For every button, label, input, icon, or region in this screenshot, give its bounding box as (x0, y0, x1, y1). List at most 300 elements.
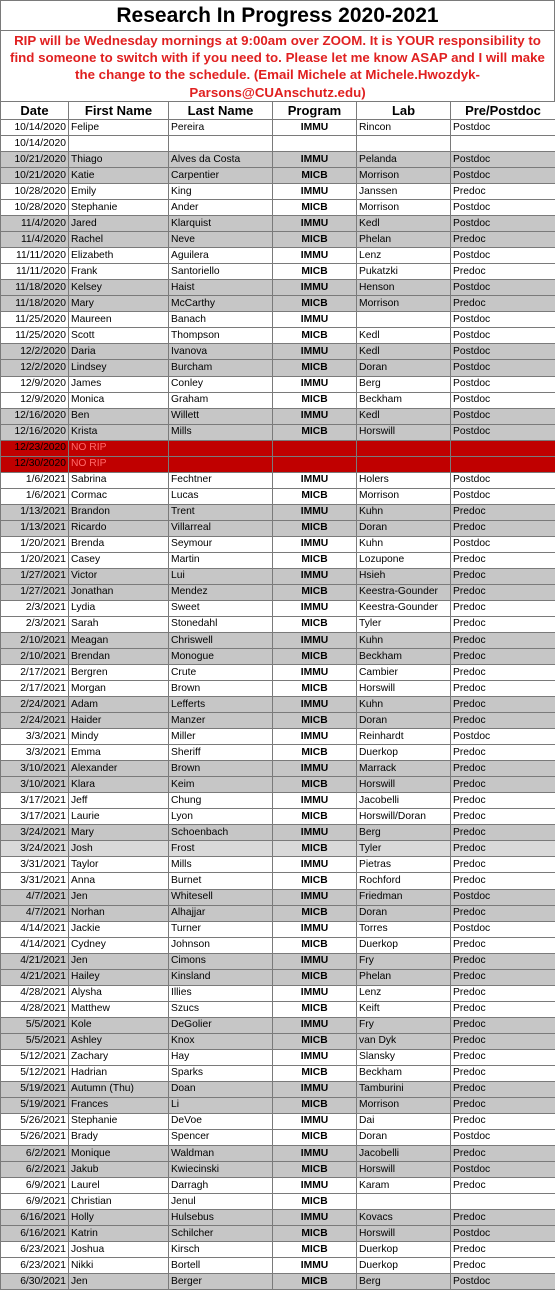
cell-pre-postdoc: Predoc (451, 809, 555, 825)
cell-pre-postdoc: Postdoc (451, 120, 555, 136)
cell-lab: Lenz (357, 985, 451, 1001)
cell-date: 2/17/2021 (1, 665, 69, 681)
cell-first-name: Sarah (69, 616, 169, 632)
cell-first-name: Monica (69, 392, 169, 408)
table-row (1, 745, 555, 761)
cell-lab: Slansky (357, 1049, 451, 1065)
cell-lab: Cambier (357, 665, 451, 681)
cell-last-name: Santoriello (169, 264, 273, 280)
cell-date: 11/11/2020 (1, 248, 69, 264)
table-row (1, 921, 555, 937)
cell-last-name: DeVoe (169, 1113, 273, 1129)
table-row (1, 584, 555, 600)
cell-lab: Pietras (357, 857, 451, 873)
cell-last-name (169, 456, 273, 472)
cell-last-name: Klarquist (169, 216, 273, 232)
cell-last-name: Hay (169, 1049, 273, 1065)
cell-last-name: Chung (169, 793, 273, 809)
cell-first-name: Elizabeth (69, 248, 169, 264)
cell-date: 5/5/2021 (1, 1033, 69, 1049)
cell-program: IMMU (273, 1210, 357, 1226)
cell-pre-postdoc: Predoc (451, 1033, 555, 1049)
cell-first-name: Emily (69, 184, 169, 200)
cell-last-name: Conley (169, 376, 273, 392)
table-row (1, 216, 555, 232)
cell-pre-postdoc: Predoc (451, 665, 555, 681)
cell-lab: Hsieh (357, 568, 451, 584)
cell-lab: Horswill/Doran (357, 809, 451, 825)
page-title: Research In Progress 2020-2021 (0, 0, 555, 30)
table-row (1, 232, 555, 248)
table-row (1, 1065, 555, 1081)
table-row (1, 1194, 555, 1210)
cell-last-name: Alhajjar (169, 905, 273, 921)
cell-pre-postdoc: Predoc (451, 1081, 555, 1097)
cell-date: 6/30/2021 (1, 1274, 69, 1290)
cell-last-name: Willett (169, 408, 273, 424)
cell-program: MICB (273, 1274, 357, 1290)
table-row (1, 969, 555, 985)
cell-first-name: Rachel (69, 232, 169, 248)
cell-program: MICB (273, 649, 357, 665)
cell-date: 11/11/2020 (1, 264, 69, 280)
cell-program: MICB (273, 520, 357, 536)
cell-program: IMMU (273, 280, 357, 296)
cell-program: MICB (273, 328, 357, 344)
cell-lab: Lozupone (357, 552, 451, 568)
table-row (1, 152, 555, 168)
cell-program: MICB (273, 1001, 357, 1017)
cell-first-name: Jared (69, 216, 169, 232)
cell-date: 4/7/2021 (1, 889, 69, 905)
cell-pre-postdoc: Predoc (451, 600, 555, 616)
table-row (1, 472, 555, 488)
cell-last-name: Mendez (169, 584, 273, 600)
cell-first-name: Holly (69, 1210, 169, 1226)
cell-last-name: Lui (169, 568, 273, 584)
cell-pre-postdoc: Predoc (451, 232, 555, 248)
cell-date: 5/12/2021 (1, 1049, 69, 1065)
cell-first-name: Katie (69, 168, 169, 184)
cell-date: 6/2/2021 (1, 1146, 69, 1162)
cell-first-name: Ricardo (69, 520, 169, 536)
cell-last-name: Schilcher (169, 1226, 273, 1242)
cell-pre-postdoc: Predoc (451, 697, 555, 713)
cell-first-name: Kole (69, 1017, 169, 1033)
cell-last-name: Sheriff (169, 745, 273, 761)
cell-date: 12/2/2020 (1, 344, 69, 360)
cell-lab: Doran (357, 360, 451, 376)
cell-first-name: Jakub (69, 1162, 169, 1178)
cell-last-name: Illies (169, 985, 273, 1001)
cell-program: MICB (273, 1033, 357, 1049)
table-row (1, 488, 555, 504)
cell-date: 2/24/2021 (1, 713, 69, 729)
cell-lab: Morrison (357, 296, 451, 312)
cell-pre-postdoc: Postdoc (451, 248, 555, 264)
cell-program: IMMU (273, 1081, 357, 1097)
cell-last-name (169, 440, 273, 456)
cell-last-name: McCarthy (169, 296, 273, 312)
cell-date: 10/14/2020 (1, 136, 69, 152)
cell-last-name: Carpentier (169, 168, 273, 184)
cell-date: 4/21/2021 (1, 969, 69, 985)
table-row (1, 392, 555, 408)
cell-last-name: Berger (169, 1274, 273, 1290)
table-row (1, 1017, 555, 1033)
cell-lab: Tamburini (357, 1081, 451, 1097)
table-row (1, 681, 555, 697)
cell-date: 4/7/2021 (1, 905, 69, 921)
cell-first-name: Christian (69, 1194, 169, 1210)
table-row (1, 280, 555, 296)
cell-last-name: Stonedahl (169, 616, 273, 632)
cell-lab: Beckham (357, 1065, 451, 1081)
cell-program: MICB (273, 1226, 357, 1242)
cell-first-name: Mary (69, 825, 169, 841)
cell-first-name: Lydia (69, 600, 169, 616)
cell-date: 12/23/2020 (1, 440, 69, 456)
table-row (1, 649, 555, 665)
cell-program: MICB (273, 392, 357, 408)
cell-pre-postdoc: Predoc (451, 1210, 555, 1226)
cell-date: 12/9/2020 (1, 376, 69, 392)
cell-date: 11/25/2020 (1, 328, 69, 344)
table-row (1, 568, 555, 584)
cell-first-name: Anna (69, 873, 169, 889)
cell-first-name: Josh (69, 841, 169, 857)
table-row (1, 793, 555, 809)
cell-program: MICB (273, 713, 357, 729)
cell-date: 4/28/2021 (1, 985, 69, 1001)
cell-first-name: Nikki (69, 1258, 169, 1274)
table-row (1, 1001, 555, 1017)
cell-last-name: Manzer (169, 713, 273, 729)
cell-pre-postdoc: Predoc (451, 1017, 555, 1033)
header-program: Program (273, 102, 357, 120)
cell-program: MICB (273, 1162, 357, 1178)
table-header-row (1, 102, 555, 120)
table-row (1, 953, 555, 969)
cell-pre-postdoc: Predoc (451, 520, 555, 536)
cell-date: 3/17/2021 (1, 793, 69, 809)
cell-program: MICB (273, 296, 357, 312)
table-body (1, 120, 555, 1290)
cell-first-name: NO RIP (69, 456, 169, 472)
table-row (1, 857, 555, 873)
table-row (1, 264, 555, 280)
cell-last-name: Lucas (169, 488, 273, 504)
cell-last-name: Szucs (169, 1001, 273, 1017)
cell-first-name: Adam (69, 697, 169, 713)
cell-pre-postdoc (451, 456, 555, 472)
cell-last-name: Alves da Costa (169, 152, 273, 168)
cell-lab: Reinhardt (357, 729, 451, 745)
cell-date: 10/21/2020 (1, 168, 69, 184)
cell-program: IMMU (273, 697, 357, 713)
cell-last-name: Darragh (169, 1178, 273, 1194)
cell-last-name: Trent (169, 504, 273, 520)
cell-first-name: Alexander (69, 761, 169, 777)
cell-program: MICB (273, 1097, 357, 1113)
cell-first-name: Monique (69, 1146, 169, 1162)
cell-lab (357, 456, 451, 472)
cell-program: IMMU (273, 120, 357, 136)
table-row (1, 312, 555, 328)
cell-date: 6/23/2021 (1, 1258, 69, 1274)
cell-first-name: Scott (69, 328, 169, 344)
cell-last-name: Monogue (169, 649, 273, 665)
table-row (1, 665, 555, 681)
cell-first-name: Jen (69, 1274, 169, 1290)
cell-pre-postdoc: Predoc (451, 1097, 555, 1113)
cell-date: 6/2/2021 (1, 1162, 69, 1178)
cell-pre-postdoc: Predoc (451, 777, 555, 793)
table-row (1, 1033, 555, 1049)
cell-lab: Beckham (357, 649, 451, 665)
table-row (1, 408, 555, 424)
cell-last-name: Brown (169, 761, 273, 777)
cell-pre-postdoc: Postdoc (451, 1162, 555, 1178)
cell-program: IMMU (273, 504, 357, 520)
cell-program: MICB (273, 681, 357, 697)
cell-program (273, 136, 357, 152)
cell-lab: van Dyk (357, 1033, 451, 1049)
cell-lab: Pukatzki (357, 264, 451, 280)
cell-date: 3/24/2021 (1, 841, 69, 857)
table-row (1, 889, 555, 905)
cell-first-name: Jonathan (69, 584, 169, 600)
cell-first-name: Jeff (69, 793, 169, 809)
cell-last-name: Neve (169, 232, 273, 248)
cell-last-name: Bortell (169, 1258, 273, 1274)
cell-first-name (69, 136, 169, 152)
cell-program: IMMU (273, 825, 357, 841)
cell-first-name: Daria (69, 344, 169, 360)
cell-lab: Henson (357, 280, 451, 296)
cell-date: 6/16/2021 (1, 1210, 69, 1226)
cell-lab: Duerkop (357, 937, 451, 953)
cell-date: 4/14/2021 (1, 921, 69, 937)
cell-lab: Berg (357, 825, 451, 841)
cell-pre-postdoc: Predoc (451, 1178, 555, 1194)
cell-lab: Keift (357, 1001, 451, 1017)
cell-first-name: Ashley (69, 1033, 169, 1049)
cell-date: 6/23/2021 (1, 1242, 69, 1258)
cell-first-name: Brandon (69, 504, 169, 520)
cell-last-name: Ivanova (169, 344, 273, 360)
cell-date: 3/10/2021 (1, 777, 69, 793)
table-row (1, 1081, 555, 1097)
table-row (1, 1226, 555, 1242)
table-row (1, 328, 555, 344)
cell-pre-postdoc: Postdoc (451, 1129, 555, 1145)
cell-program: IMMU (273, 1178, 357, 1194)
cell-first-name: Kelsey (69, 280, 169, 296)
cell-date: 4/28/2021 (1, 1001, 69, 1017)
table-row (1, 633, 555, 649)
cell-lab: Fry (357, 953, 451, 969)
cell-pre-postdoc: Predoc (451, 1113, 555, 1129)
cell-first-name: Jen (69, 953, 169, 969)
table-row (1, 440, 555, 456)
header-pre-postdoc: Pre/Postdoc (451, 102, 555, 120)
cell-pre-postdoc: Predoc (451, 1146, 555, 1162)
cell-pre-postdoc: Postdoc (451, 312, 555, 328)
cell-pre-postdoc: Predoc (451, 713, 555, 729)
cell-pre-postdoc: Postdoc (451, 392, 555, 408)
cell-lab: Doran (357, 713, 451, 729)
cell-program: MICB (273, 745, 357, 761)
cell-lab: Janssen (357, 184, 451, 200)
cell-date: 11/18/2020 (1, 280, 69, 296)
cell-first-name: Joshua (69, 1242, 169, 1258)
table-row (1, 296, 555, 312)
cell-program: IMMU (273, 216, 357, 232)
table-row (1, 120, 555, 136)
cell-first-name: Hadrian (69, 1065, 169, 1081)
cell-last-name: Mills (169, 424, 273, 440)
cell-last-name: Villarreal (169, 520, 273, 536)
cell-program: IMMU (273, 1049, 357, 1065)
table-row (1, 1242, 555, 1258)
cell-pre-postdoc: Predoc (451, 296, 555, 312)
cell-date: 10/28/2020 (1, 200, 69, 216)
cell-date: 5/5/2021 (1, 1017, 69, 1033)
cell-last-name: Kinsland (169, 969, 273, 985)
cell-first-name: Ben (69, 408, 169, 424)
header-lab: Lab (357, 102, 451, 120)
table-row (1, 136, 555, 152)
table-row (1, 777, 555, 793)
cell-first-name: Frank (69, 264, 169, 280)
cell-lab: Pelanda (357, 152, 451, 168)
table-row (1, 761, 555, 777)
cell-date: 1/13/2021 (1, 520, 69, 536)
table-row (1, 1178, 555, 1194)
cell-pre-postdoc: Postdoc (451, 376, 555, 392)
table-row (1, 168, 555, 184)
table-row (1, 616, 555, 632)
cell-first-name: Maureen (69, 312, 169, 328)
cell-lab: Morrison (357, 1097, 451, 1113)
table-row (1, 809, 555, 825)
cell-program: MICB (273, 1065, 357, 1081)
cell-pre-postdoc: Postdoc (451, 472, 555, 488)
cell-pre-postdoc (451, 1194, 555, 1210)
table-row (1, 1274, 555, 1290)
cell-lab: Doran (357, 905, 451, 921)
cell-pre-postdoc: Predoc (451, 745, 555, 761)
cell-date: 2/24/2021 (1, 697, 69, 713)
cell-last-name: Banach (169, 312, 273, 328)
table-row (1, 873, 555, 889)
cell-first-name: Taylor (69, 857, 169, 873)
cell-program: IMMU (273, 889, 357, 905)
cell-last-name: Li (169, 1097, 273, 1113)
cell-lab (357, 136, 451, 152)
cell-first-name: Autumn (Thu) (69, 1081, 169, 1097)
table-row (1, 504, 555, 520)
cell-lab: Kuhn (357, 633, 451, 649)
cell-first-name: Bergren (69, 665, 169, 681)
cell-first-name: Laurel (69, 1178, 169, 1194)
cell-date: 11/4/2020 (1, 216, 69, 232)
cell-first-name: Cormac (69, 488, 169, 504)
cell-first-name: Brady (69, 1129, 169, 1145)
cell-first-name: Jackie (69, 921, 169, 937)
cell-first-name: Meagan (69, 633, 169, 649)
cell-last-name: Kwiecinski (169, 1162, 273, 1178)
cell-program: MICB (273, 424, 357, 440)
cell-program: MICB (273, 232, 357, 248)
cell-last-name: Johnson (169, 937, 273, 953)
cell-last-name: Seymour (169, 536, 273, 552)
cell-first-name: Felipe (69, 120, 169, 136)
cell-last-name: Spencer (169, 1129, 273, 1145)
cell-lab: Lenz (357, 248, 451, 264)
cell-first-name: Thiago (69, 152, 169, 168)
cell-last-name: DeGolier (169, 1017, 273, 1033)
cell-program: IMMU (273, 953, 357, 969)
cell-program: IMMU (273, 665, 357, 681)
cell-program: MICB (273, 777, 357, 793)
cell-pre-postdoc: Postdoc (451, 280, 555, 296)
cell-lab (357, 312, 451, 328)
cell-pre-postdoc: Predoc (451, 1065, 555, 1081)
cell-first-name: Morgan (69, 681, 169, 697)
cell-lab: Friedman (357, 889, 451, 905)
cell-program: MICB (273, 552, 357, 568)
cell-pre-postdoc: Postdoc (451, 729, 555, 745)
cell-date: 1/6/2021 (1, 472, 69, 488)
cell-program: MICB (273, 168, 357, 184)
cell-first-name: Jen (69, 889, 169, 905)
cell-first-name: Hailey (69, 969, 169, 985)
cell-lab: Kedl (357, 408, 451, 424)
cell-date: 1/27/2021 (1, 584, 69, 600)
cell-program: IMMU (273, 248, 357, 264)
cell-date: 6/9/2021 (1, 1194, 69, 1210)
cell-program: MICB (273, 809, 357, 825)
cell-last-name: Cimons (169, 953, 273, 969)
cell-lab: Marrack (357, 761, 451, 777)
cell-program: IMMU (273, 729, 357, 745)
cell-pre-postdoc: Predoc (451, 504, 555, 520)
cell-program: MICB (273, 616, 357, 632)
cell-date: 1/20/2021 (1, 536, 69, 552)
cell-lab: Kuhn (357, 504, 451, 520)
cell-program: MICB (273, 488, 357, 504)
cell-program: MICB (273, 1129, 357, 1145)
schedule-notice: RIP will be Wednesday mornings at 9:00am over ZOOM. It is YOUR responsibility to find someone to switch with if you need to. Please let me know ASAP and I will make the change to the schedule. (Email Michele at Michele.Hwozdyk-Parsons@CUAnschutz.edu) (0, 30, 555, 101)
cell-pre-postdoc: Predoc (451, 633, 555, 649)
cell-last-name: Kirsch (169, 1242, 273, 1258)
cell-last-name: Hulsebus (169, 1210, 273, 1226)
cell-program (273, 440, 357, 456)
cell-last-name: Martin (169, 552, 273, 568)
cell-lab: Duerkop (357, 1258, 451, 1274)
cell-date: 2/10/2021 (1, 633, 69, 649)
cell-pre-postdoc: Postdoc (451, 408, 555, 424)
cell-program: IMMU (273, 184, 357, 200)
header-last-name: Last Name (169, 102, 273, 120)
cell-date: 1/13/2021 (1, 504, 69, 520)
cell-first-name: Klara (69, 777, 169, 793)
table-row (1, 1049, 555, 1065)
cell-pre-postdoc: Postdoc (451, 152, 555, 168)
cell-lab: Morrison (357, 168, 451, 184)
